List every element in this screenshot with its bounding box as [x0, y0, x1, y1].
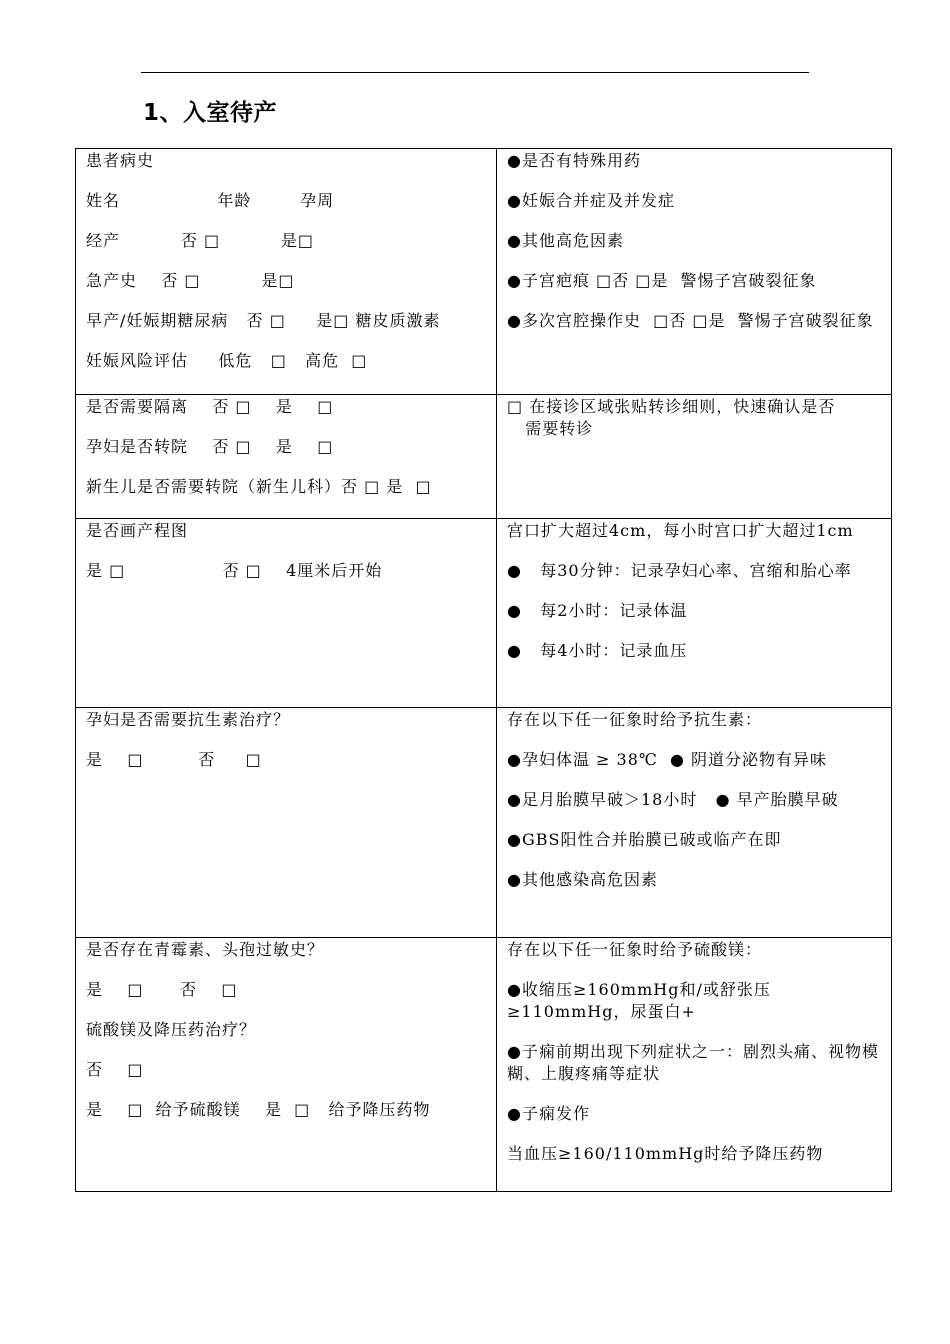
table-row [76, 149, 892, 395]
text-line: 存在以下任一征象时给予硫酸镁： [507, 940, 763, 959]
text-line: 否 □ [86, 1060, 144, 1079]
text-line: ●子痫前期出现下列症状之一：剧烈头痛、视物模糊、上腹疼痛等症状 [507, 1042, 879, 1083]
text-line: 硫酸镁及降压药治疗？ [86, 1020, 257, 1039]
text-line: ●孕妇体温 ≥ 38℃ ● 阴道分泌物有异味 [507, 750, 828, 769]
text-line: ●多次宫腔操作史 □否 □是 警惕子宫破裂征象 [507, 311, 874, 330]
text-line: 是 □ 否 □ 4厘米后开始 [86, 561, 383, 580]
text-line: 是否存在青霉素、头孢过敏史？ [86, 940, 325, 959]
text-line: ●子痫发作 [507, 1104, 590, 1123]
left-cell [76, 395, 497, 519]
text-line: 经产 否 □ 是□ [86, 231, 315, 250]
top-rule [141, 72, 809, 73]
text-line: ●子宫疤痕 □否 □是 警惕子宫破裂征象 [507, 271, 817, 290]
text-line: ● 每2小时：记录体温 [507, 601, 688, 620]
text-line: 孕妇是否转院 否 □ 是 □ [86, 437, 334, 456]
text-line: ● 每4小时：记录血压 [507, 641, 688, 660]
text-line: 是否需要隔离 否 □ 是 □ [86, 397, 334, 416]
table-row [76, 708, 892, 938]
text-line: 是 □ 给予硫酸镁 是 □ 给予降压药物 [86, 1100, 431, 1119]
text-line: 姓名 年龄 孕周 [86, 191, 335, 210]
text-line: 是否画产程图 [86, 521, 189, 540]
right-cell [497, 519, 892, 708]
text-line: 早产/妊娠期糖尿病 否 □ 是□ 糖皮质激素 [86, 311, 441, 330]
left-cell [76, 519, 497, 708]
text-line: ● 每30分钟：记录孕妇心率、宫缩和胎心率 [507, 561, 852, 580]
text-line: 当血压≥160/110mmHg时给予降压药物 [507, 1144, 824, 1163]
right-cell [497, 708, 892, 938]
text-line: □ 在接诊区域张贴转诊细则，快速确认是否 需要转诊 [507, 397, 836, 438]
table-row [76, 519, 892, 708]
section-title: 1、入室待产 [143, 100, 278, 126]
text-line: 宫口扩大超过4cm，每小时宫口扩大超过1cm [507, 521, 854, 540]
table-row [76, 395, 892, 519]
text-line: ●是否有特殊用药 [507, 151, 641, 170]
text-line: 是 □ 否 □ [86, 750, 262, 769]
text-line: ●GBS阳性合并胎膜已破或临产在即 [507, 830, 782, 849]
left-cell [76, 938, 497, 1192]
text-line: 妊娠风险评估 低危 □ 高危 □ [86, 351, 368, 370]
text-line: ●其他感染高危因素 [507, 870, 658, 889]
right-cell [497, 938, 892, 1192]
left-cell [76, 708, 497, 938]
text-line: ●足月胎膜早破＞18小时 ● 早产胎膜早破 [507, 790, 839, 809]
table-row [76, 938, 892, 1192]
text-line: ●收缩压≥160mmHg和/或舒张压≥110mmHg，尿蛋白+ [507, 980, 771, 1021]
right-cell [497, 149, 892, 395]
text-line: ●其他高危因素 [507, 231, 624, 250]
text-line: 急产史 否 □ 是□ [86, 271, 295, 290]
text-line: 孕妇是否需要抗生素治疗？ [86, 710, 291, 729]
text-line: 存在以下任一征象时给予抗生素： [507, 710, 763, 729]
left-cell [76, 149, 497, 395]
right-cell [497, 395, 892, 519]
text-line: 新生儿是否需要转院（新生儿科）否 □ 是 □ [86, 477, 432, 496]
text-line: 患者病史 [86, 151, 155, 170]
text-line: 是 □ 否 □ [86, 980, 238, 999]
text-line: ●妊娠合并症及并发症 [507, 191, 675, 210]
admission-checklist-table [75, 148, 892, 1192]
